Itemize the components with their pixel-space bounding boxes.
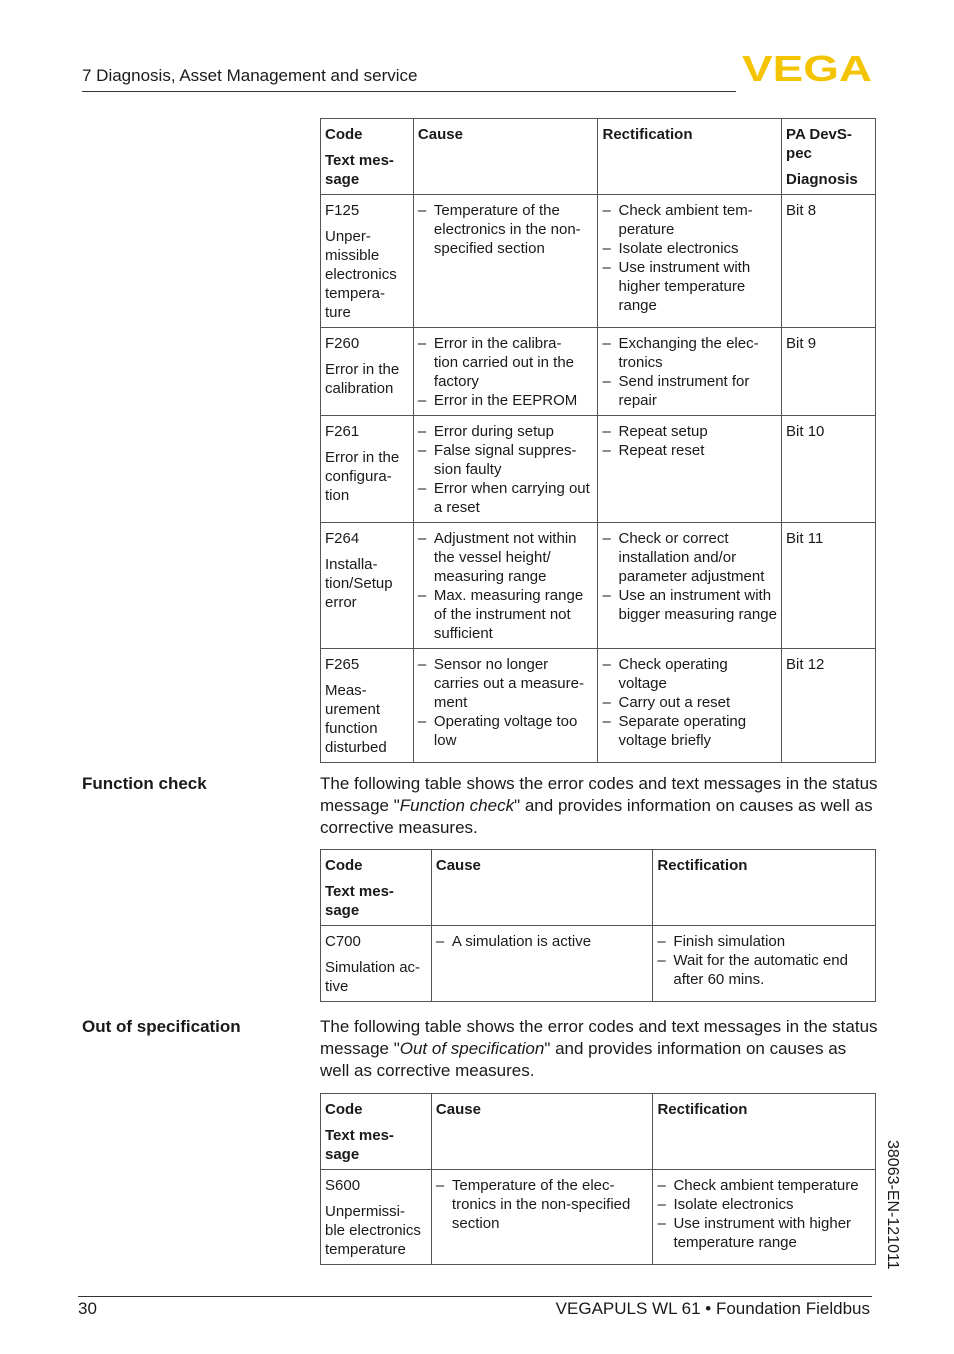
diagnosis-cell [782,416,876,523]
cause-cell [413,649,598,763]
cause-list [418,334,594,410]
rectification-list [657,1176,871,1252]
error-code: S600 [325,1177,361,1194]
rectification-list [602,334,777,410]
list-item: – Check or correct installation and/or parameter adjustment [602,529,777,586]
header-text-message: Text mes- sage [325,152,394,188]
table-row [321,416,876,523]
document-code: 38063-EN-121011 [884,1140,901,1270]
table-row [321,649,876,763]
error-code: F261 [325,423,360,440]
table-row [321,1170,876,1265]
list-item: – Adjustment not within the vessel height/ measuring range [418,529,594,586]
rectification-cell [598,416,782,523]
header-cause: Cause [435,1101,481,1118]
header-code: Code [325,857,363,874]
failure-table-header [321,119,876,195]
list-item: – Sensor no longer carries out a measure- ment [418,655,594,712]
table-row [321,195,876,328]
cause-list [436,1176,649,1233]
table-row [321,328,876,416]
list-item: – Carry out a reset [602,693,777,712]
cause-cell [413,523,598,649]
cause-cell [431,1170,653,1265]
diagnosis-bit: Bit 8 [786,202,817,219]
list-item: – Check ambient tem- perature [602,201,777,239]
function-check-table-header [321,850,876,926]
text-message: Unpermissi- ble electronics temperature [325,1203,421,1258]
function-check-table [320,849,876,1002]
diagnosis-bit: Bit 10 [786,423,825,440]
cause-list [436,932,649,951]
out-of-spec-table [320,1093,876,1265]
rectification-cell [598,328,782,416]
code-cell [321,328,414,416]
header-rectification: Rectification [657,857,748,874]
list-item: – Error during setup [418,422,594,441]
error-code: F265 [325,656,360,673]
out-of-spec-paragraph: The following table shows the error codes and text messages in the status message "Out of specification" and provides information on causes as well as corrective measures. [320,1017,878,1080]
cause-cell [413,328,598,416]
header-title: 7 Diagnosis, Asset Management and service [82,66,418,85]
diagnosis-cell [782,649,876,763]
list-item: – Separate operating voltage briefly [602,712,777,750]
code-cell [321,1170,432,1265]
header-text-message: Text mes- sage [325,883,394,919]
diagnosis-bit: Bit 9 [786,335,817,352]
rectification-list [602,529,777,624]
cause-list [418,529,594,643]
rectification-cell [653,1170,876,1265]
header-rectification: Rectification [602,126,693,143]
rectification-list [602,201,777,315]
list-item: – Error in the calibra- tion carried out in the factory [418,334,594,391]
header-rule [82,91,736,92]
list-item: – Exchanging the elec- tronics [602,334,777,372]
diagnosis-cell [782,195,876,328]
cause-list [418,655,594,750]
text-message: Error in the calibration [325,361,400,397]
cause-cell [413,416,598,523]
header-text-message: Text mes- sage [325,1127,394,1163]
list-item: – Use instrument with higher temperature range [602,258,777,315]
list-item: – Wait for the automatic end after 60 mins. [657,951,871,989]
error-code: F264 [325,530,360,547]
diagnosis-bit: Bit 12 [786,656,825,673]
cause-list [418,201,594,258]
list-item: – Temperature of the electronics in the non-specified section [418,201,594,258]
list-item: – Finish simulation [657,932,871,951]
error-code: F260 [325,335,360,352]
header-cause: Cause [435,857,481,874]
cause-cell [431,926,653,1002]
list-item: – Repeat reset [602,441,777,460]
list-item: – Send instrument for repair [602,372,777,410]
list-item: – Isolate electronics [602,239,777,258]
header-cause: Cause [417,126,463,143]
cause-cell [413,195,598,328]
header-code: Code [325,126,363,143]
header-rectification: Rectification [657,1101,748,1118]
rectification-cell [653,926,876,1002]
failure-table [320,118,876,763]
table-row [321,926,876,1002]
code-cell [321,649,414,763]
table-row [321,523,876,649]
text-message: Meas- urement function disturbed [325,682,387,756]
error-code: F125 [325,202,360,219]
code-cell [321,195,414,328]
list-item: – Isolate electronics [657,1195,871,1214]
cause-list [418,422,594,517]
list-item: – Error when carrying out a reset [418,479,594,517]
text-message: Simulation ac- tive [325,959,421,995]
diagnosis-cell [782,328,876,416]
list-item: – Operating voltage too low [418,712,594,750]
code-cell [321,416,414,523]
list-item: – Check ambient temperature [657,1176,871,1195]
list-item: – False signal suppres- sion faulty [418,441,594,479]
rectification-list [657,932,871,989]
svg-text:VEGA: VEGA [742,53,872,83]
text-message: Installa- tion/Setup error [325,556,393,611]
diagnosis-cell [782,523,876,649]
diagnosis-bit: Bit 11 [786,530,824,547]
list-item: – Use instrument with higher temperature range [657,1214,871,1252]
rectification-cell [598,195,782,328]
header-devspec: PA DevS- pec [786,126,852,162]
code-cell [321,926,432,1002]
header-diagnosis: Diagnosis [786,171,858,188]
product-name: VEGAPULS WL 61 • Foundation Fieldbus [555,1299,870,1318]
rectification-list [602,655,777,750]
list-item: – Error in the EEPROM [418,391,594,410]
rectification-list [602,422,777,460]
function-check-label: Function check [82,774,207,793]
list-item: – Check operating voltage [602,655,777,693]
list-item: – Max. measuring range of the instrument not sufficient [418,586,594,643]
out-of-spec-table-header [321,1094,876,1170]
code-cell [321,523,414,649]
list-item: – Temperature of the elec- tronics in the non-specified section [436,1176,649,1233]
list-item: – Repeat setup [602,422,777,441]
error-code: C700 [325,933,361,950]
text-message: Error in the configura- tion [325,449,400,504]
out-of-spec-label: Out of specification [82,1017,241,1036]
rectification-cell [598,523,782,649]
page-number: 30 [78,1299,97,1318]
list-item: – A simulation is active [436,932,649,951]
header-code: Code [325,1101,363,1118]
footer-rule [78,1296,872,1297]
function-check-paragraph: The following table shows the error codes and text messages in the status message "Function check" and provides information on causes as well as corrective measures. [320,774,878,837]
text-message: Unper- missible electronics tempera- ture [325,228,397,321]
vega-logo [742,53,872,83]
rectification-cell [598,649,782,763]
list-item: – Use an instrument with bigger measuring range [602,586,777,624]
